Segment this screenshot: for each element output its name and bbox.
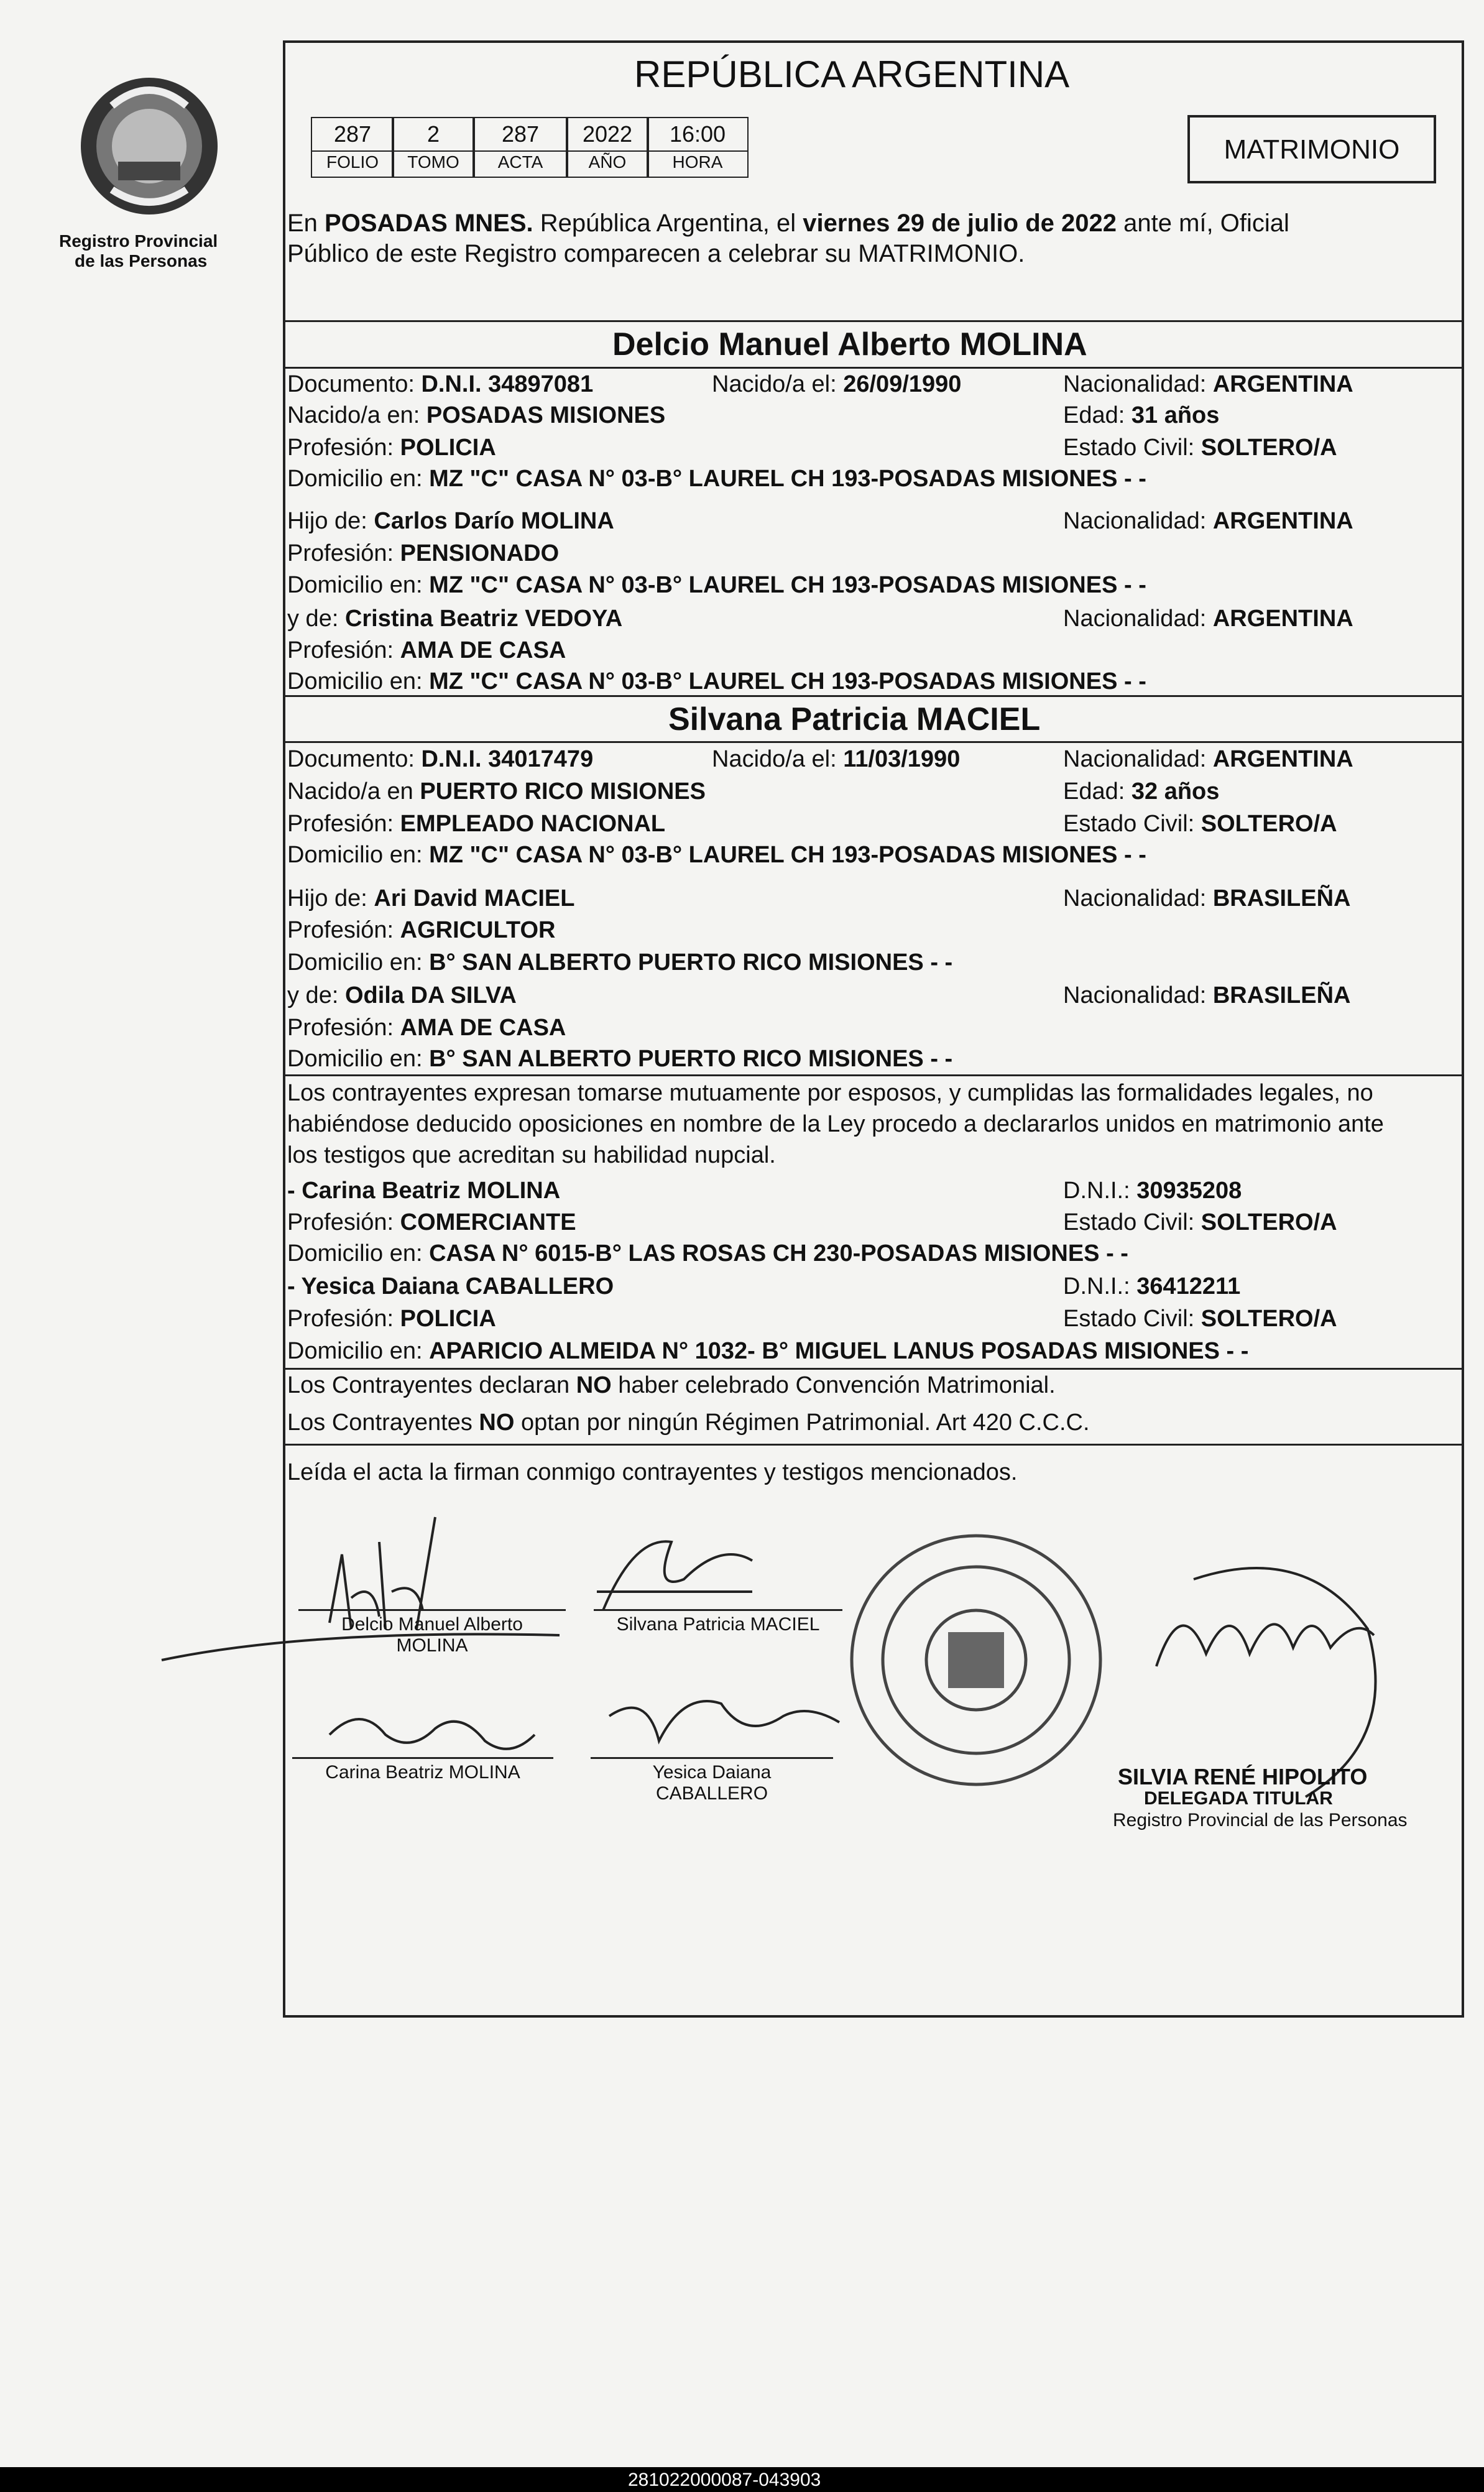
signature-line-4 — [591, 1757, 833, 1759]
witness2-civil: Estado Civil: SOLTERO/A — [1063, 1306, 1337, 1332]
act-type: MATRIMONIO — [1224, 134, 1400, 165]
party2-birth: Nacido/a el: 11/03/1990 — [712, 746, 961, 772]
party2-age: Edad: 32 años — [1063, 778, 1220, 805]
official-name: SILVIA RENÉ HIPOLITO — [1118, 1764, 1368, 1789]
regime-line-1: Los Contrayentes declaran NO haber celebrado Convención Matrimonial. — [287, 1372, 1056, 1398]
intro-line-1: En POSADAS MNES. República Argentina, el viernes 29 de julio de 2022 ante mí, Oficial — [287, 210, 1289, 237]
party2-mother-nat: Nacionalidad: BRASILEÑA — [1063, 982, 1351, 1008]
signature-line-1 — [298, 1609, 566, 1611]
party1-nat: Nacionalidad: ARGENTINA — [1063, 371, 1353, 397]
witness1-dni: D.N.I.: 30935208 — [1063, 1178, 1242, 1204]
party2-prof: Profesión: EMPLEADO NACIONAL — [287, 811, 666, 837]
signature-caption-1: Delcio Manuel Alberto MOLINA — [341, 1614, 523, 1656]
divider — [283, 1074, 1464, 1076]
witness2-name: - Yesica Daiana CABALLERO — [287, 1273, 614, 1299]
party1-civil: Estado Civil: SOLTERO/A — [1063, 435, 1337, 461]
province-emblem-icon — [75, 68, 224, 224]
witness1-prof: Profesión: COMERCIANTE — [287, 1209, 576, 1235]
folio-cell: 287 FOLIO — [311, 117, 394, 178]
party1-prof: Profesión: POLICIA — [287, 435, 496, 461]
party2-mother-prof: Profesión: AMA DE CASA — [287, 1015, 566, 1041]
declaration-line-2: habiéndose deducido oposiciones en nombre de la Ley procedo a declararlos unidos en matrimonio ante — [287, 1111, 1384, 1137]
divider — [283, 367, 1464, 369]
party2-father-addr: Domicilio en: B° SAN ALBERTO PUERTO RICO MISIONES - - — [287, 949, 953, 976]
signature-caption-3: Carina Beatriz MOLINA — [325, 1762, 520, 1783]
act-type-box — [1187, 115, 1436, 183]
closing-text: Leída el acta la firman conmigo contrayentes y testigos mencionados. — [287, 1459, 1018, 1485]
witness2-dni: D.N.I.: 36412211 — [1063, 1273, 1241, 1299]
witness1-civil: Estado Civil: SOLTERO/A — [1063, 1209, 1337, 1235]
divider — [283, 1444, 1464, 1446]
party2-name: Silvana Patricia MACIEL — [668, 701, 1041, 737]
party1-birth: Nacido/a el: 26/09/1990 — [712, 371, 962, 397]
party2-father-nat: Nacionalidad: BRASILEÑA — [1063, 885, 1351, 911]
party2-father-prof: Profesión: AGRICULTOR — [287, 917, 556, 943]
party2-mother: y de: Odila DA SILVA — [287, 982, 517, 1008]
official-stamp-icon — [846, 1530, 1107, 1791]
logo-caption-1: Registro Provincial — [59, 231, 218, 251]
witness2-prof: Profesión: POLICIA — [287, 1306, 496, 1332]
party2-nat: Nacionalidad: ARGENTINA — [1063, 746, 1353, 772]
province-logo — [75, 68, 224, 224]
logo-caption-2: de las Personas — [75, 251, 208, 270]
party1-age: Edad: 31 años — [1063, 402, 1220, 428]
declaration-line-1: Los contrayentes expresan tomarse mutuamente por esposos, y cumplidas las formalidades legales, no — [287, 1080, 1373, 1106]
tomo-cell: 2 TOMO — [392, 117, 475, 178]
party1-mother-addr: Domicilio en: MZ "C" CASA N° 03-B° LAUREL CH 193-POSADAS MISIONES - - — [287, 668, 1146, 695]
witness2-addr: Domicilio en: APARICIO ALMEIDA N° 1032- B° MIGUEL LANUS POSADAS MISIONES - - — [287, 1338, 1249, 1364]
official-title: DELEGADA TITULAR — [1144, 1788, 1333, 1809]
signature-line-3 — [292, 1757, 553, 1759]
party1-name: Delcio Manuel Alberto MOLINA — [612, 326, 1087, 362]
party2-father: Hijo de: Ari David MACIEL — [287, 885, 575, 911]
signature-line-2 — [594, 1609, 842, 1611]
country-title: REPÚBLICA ARGENTINA — [634, 53, 1070, 95]
intro-line-2: Público de este Registro comparecen a celebrar su MATRIMONIO. — [287, 240, 1025, 267]
acta-cell: 287 ACTA — [472, 117, 568, 178]
signature-caption-2: Silvana Patricia MACIEL — [616, 1614, 820, 1635]
regime-line-2: Los Contrayentes NO optan por ningún Régimen Patrimonial. Art 420 C.C.C. — [287, 1410, 1090, 1436]
witness1-name: - Carina Beatriz MOLINA — [287, 1178, 561, 1204]
divider — [283, 320, 1464, 322]
party2-civil: Estado Civil: SOLTERO/A — [1063, 811, 1337, 837]
declaration-line-3: los testigos que acreditan su habilidad nupcial. — [287, 1142, 776, 1168]
party2-mother-addr: Domicilio en: B° SAN ALBERTO PUERTO RICO MISIONES - - — [287, 1046, 953, 1072]
party1-mother-prof: Profesión: AMA DE CASA — [287, 637, 566, 663]
party1-mother: y de: Cristina Beatriz VEDOYA — [287, 606, 623, 632]
witness1-addr: Domicilio en: CASA N° 6015-B° LAS ROSAS CH 230-POSADAS MISIONES - - — [287, 1240, 1128, 1267]
official-office: Registro Provincial de las Personas — [1113, 1810, 1408, 1830]
footer-code: 281022000087-043903 — [628, 2470, 821, 2490]
divider — [283, 741, 1464, 743]
party2-addr: Domicilio en: MZ "C" CASA N° 03-B° LAUREL CH 193-POSADAS MISIONES - - — [287, 842, 1146, 868]
party1-father-prof: Profesión: PENSIONADO — [287, 540, 560, 566]
party1-father-nat: Nacionalidad: ARGENTINA — [1063, 508, 1353, 534]
party1-doc: Documento: D.N.I. 34897081 — [287, 371, 594, 397]
party1-mother-nat: Nacionalidad: ARGENTINA — [1063, 606, 1353, 632]
party2-bplace: Nacido/a en PUERTO RICO MISIONES — [287, 778, 706, 805]
signature-caption-4: Yesica Daiana CABALLERO — [652, 1762, 772, 1804]
ano-cell: 2022 AÑO — [566, 117, 649, 178]
party1-father-addr: Domicilio en: MZ "C" CASA N° 03-B° LAUREL CH 193-POSADAS MISIONES - - — [287, 572, 1146, 598]
divider — [283, 695, 1464, 697]
party1-bplace: Nacido/a en: POSADAS MISIONES — [287, 402, 666, 428]
hora-cell: 16:00 HORA — [647, 117, 749, 178]
party2-doc: Documento: D.N.I. 34017479 — [287, 746, 594, 772]
divider — [283, 1368, 1464, 1370]
handwritten-signatures-icon — [124, 1505, 1430, 1940]
party1-father: Hijo de: Carlos Darío MOLINA — [287, 508, 614, 534]
party1-addr: Domicilio en: MZ "C" CASA N° 03-B° LAUREL CH 193-POSADAS MISIONES - - — [287, 466, 1146, 492]
